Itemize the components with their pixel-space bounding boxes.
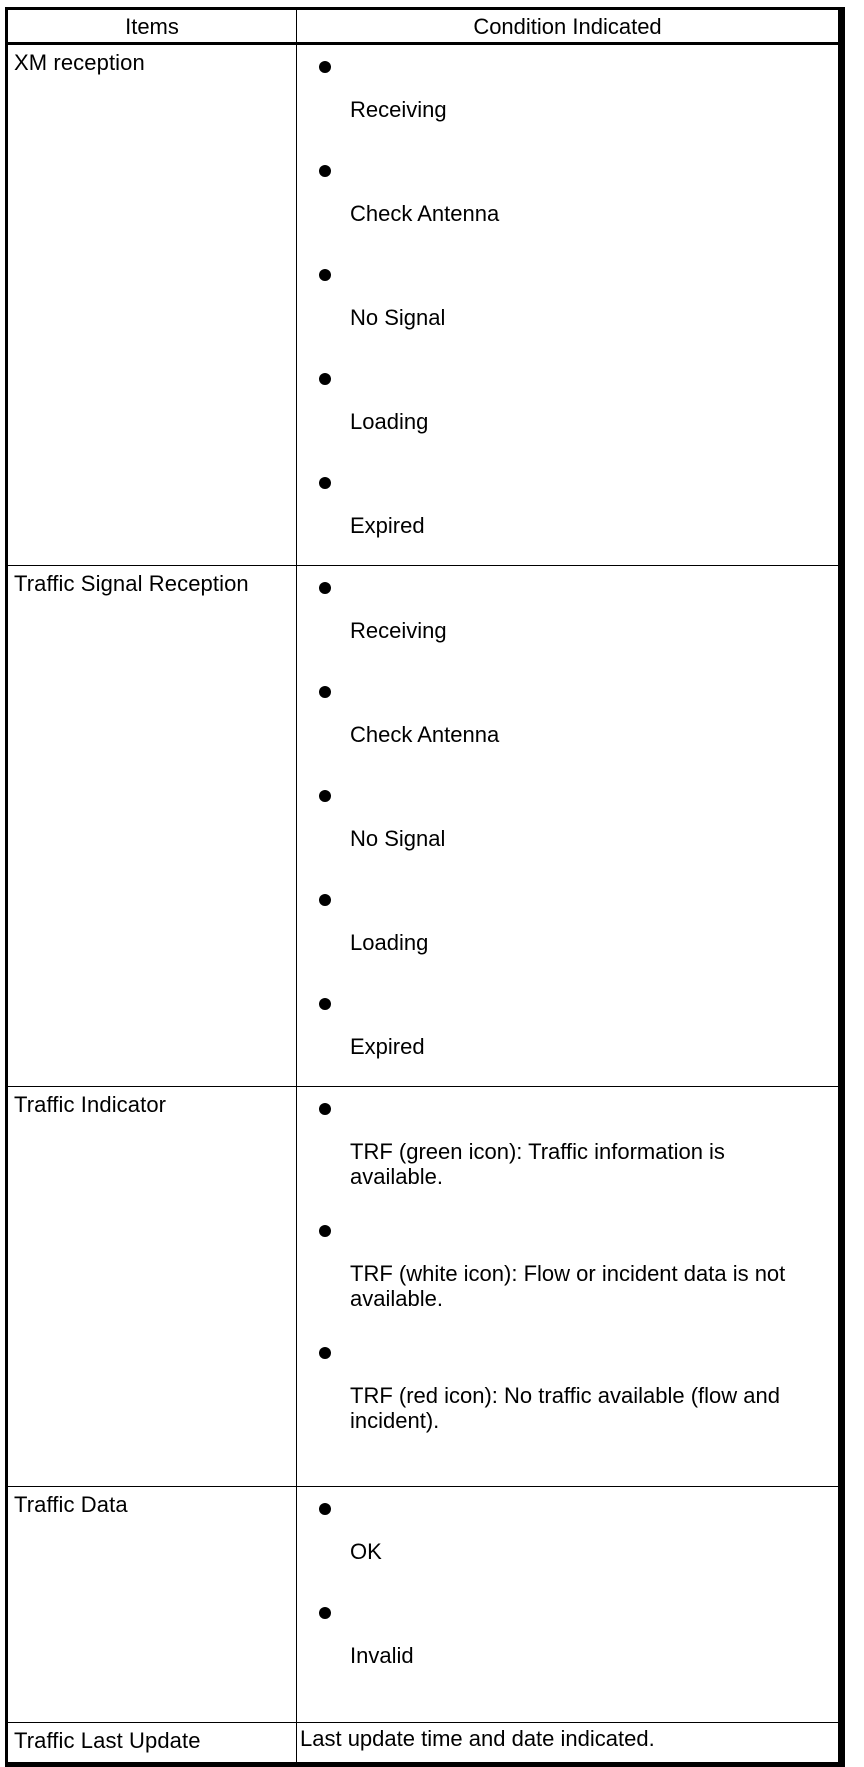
condition-list bbox=[297, 45, 838, 545]
bullet-icon bbox=[319, 373, 331, 385]
condition-text: TRF (green icon): Traffic information is available. bbox=[350, 1139, 725, 1189]
condition-list bbox=[297, 566, 838, 1066]
item-cell: Traffic Signal Reception bbox=[7, 566, 297, 1087]
bullet-icon bbox=[319, 477, 331, 489]
condition-item bbox=[297, 878, 838, 982]
bullet-icon bbox=[319, 61, 331, 73]
condition-list bbox=[297, 1087, 838, 1433]
condition-text: TRF (red icon): No traffic available (flow and incident). bbox=[350, 1383, 780, 1433]
table-header bbox=[7, 9, 842, 44]
header-row bbox=[7, 9, 842, 44]
bullet-icon bbox=[319, 165, 331, 177]
condition-item bbox=[297, 45, 838, 149]
item-cell: Traffic Last Update bbox=[7, 1723, 297, 1765]
bullet-icon bbox=[319, 790, 331, 802]
table-row bbox=[7, 1723, 842, 1765]
table-row bbox=[7, 1487, 842, 1723]
item-cell: Traffic Indicator bbox=[7, 1087, 297, 1487]
condition-item bbox=[297, 1331, 838, 1433]
condition-text: Check Antenna bbox=[350, 722, 500, 747]
header-condition-indicated: Condition Indicated bbox=[297, 9, 842, 44]
condition-item bbox=[297, 149, 838, 253]
table-body bbox=[7, 44, 842, 1765]
condition-text: Expired bbox=[350, 1034, 425, 1059]
bullet-icon bbox=[319, 582, 331, 594]
condition-item bbox=[297, 982, 838, 1066]
table-row bbox=[7, 44, 842, 566]
table-row bbox=[7, 1087, 842, 1487]
bullet-icon bbox=[319, 894, 331, 906]
condition-text: Loading bbox=[350, 930, 429, 955]
condition-text: TRF (white icon): Flow or incident data is not available. bbox=[350, 1261, 786, 1311]
bullet-icon bbox=[319, 1503, 331, 1515]
condition-item bbox=[297, 774, 838, 878]
bullet-icon bbox=[319, 269, 331, 281]
condition-list bbox=[297, 1487, 838, 1675]
condition-item bbox=[297, 670, 838, 774]
condition-text: OK bbox=[350, 1539, 382, 1564]
condition-cell bbox=[297, 1487, 842, 1723]
condition-text: Check Antenna bbox=[350, 201, 500, 226]
condition-text: Loading bbox=[350, 409, 429, 434]
condition-item bbox=[297, 253, 838, 357]
condition-cell bbox=[297, 44, 842, 566]
condition-item bbox=[297, 566, 838, 670]
condition-text: No Signal bbox=[350, 305, 446, 330]
bullet-icon bbox=[319, 1607, 331, 1619]
table-row bbox=[7, 566, 842, 1087]
condition-table bbox=[5, 7, 845, 1767]
condition-cell bbox=[297, 566, 842, 1087]
item-cell: Traffic Data bbox=[7, 1487, 297, 1723]
bullet-icon bbox=[319, 1347, 331, 1359]
bullet-icon bbox=[319, 1103, 331, 1115]
condition-text: Receiving bbox=[350, 618, 447, 643]
condition-text: Expired bbox=[350, 513, 425, 538]
condition-cell bbox=[297, 1087, 842, 1487]
item-cell: XM reception bbox=[7, 44, 297, 566]
condition-cell: Last update time and date indicated. bbox=[297, 1723, 842, 1765]
bullet-icon bbox=[319, 998, 331, 1010]
condition-text: No Signal bbox=[350, 826, 446, 851]
bullet-icon bbox=[319, 1225, 331, 1237]
condition-item bbox=[297, 357, 838, 461]
condition-item bbox=[297, 461, 838, 545]
condition-item bbox=[297, 1209, 838, 1331]
header-items: Items bbox=[7, 9, 297, 44]
condition-item bbox=[297, 1087, 838, 1209]
condition-text: Receiving bbox=[350, 97, 447, 122]
bullet-icon bbox=[319, 686, 331, 698]
condition-text: Invalid bbox=[350, 1643, 414, 1668]
condition-item bbox=[297, 1487, 838, 1591]
condition-item bbox=[297, 1591, 838, 1675]
